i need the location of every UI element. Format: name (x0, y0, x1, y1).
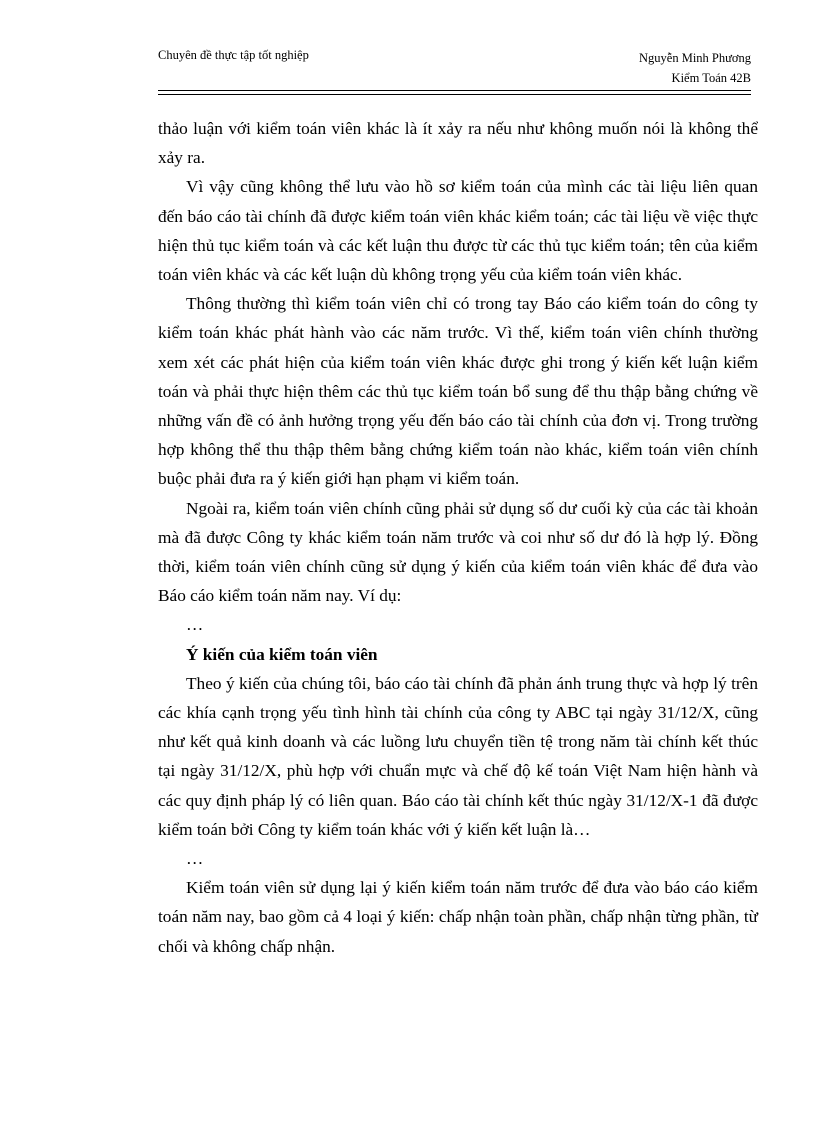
header-author-name: Nguyễn Minh Phương (639, 51, 751, 65)
section-heading: Ý kiến của kiểm toán viên (186, 644, 378, 664)
header-class-name: Kiểm Toán 42B (671, 71, 751, 85)
paragraph: Kiểm toán viên sử dụng lại ý kiến kiểm toán năm trước để đưa vào báo cáo kiểm toán năm nay, bao gồm cả 4 loại ý kiến: chấp nhận toàn phần, chấp nhận từng phần, từ chối và không chấp nhận. (158, 878, 758, 956)
ellipsis-line: … (186, 615, 204, 635)
ellipsis-line: … (186, 849, 204, 869)
paragraph: Ngoài ra, kiểm toán viên chính cũng phải sử dụng số dư cuối kỳ của các tài khoản mà đã được Công ty khác kiểm toán năm trước và coi như số dư đó là hợp lý. Đồng thời, kiểm toán viên chính cũng sử dụng ý kiến của kiểm toán viên khác để đưa vào Báo cáo kiểm toán năm nay. Ví dụ: (158, 498, 758, 606)
document-body (158, 114, 758, 961)
header-author-block (639, 48, 751, 88)
paragraph: Vì vậy cũng không thể lưu vào hồ sơ kiểm toán của mình các tài liệu liên quan đến báo cáo tài chính đã được kiểm toán viên khác kiểm toán; các tài liệu về việc thực hiện thủ tục kiểm toán và các kết luận thu được từ các thủ tục kiểm toán; tên của kiểm toán viên khác và các kết luận dù không trọng yếu của kiểm toán viên khác. (158, 177, 758, 285)
header-divider (158, 90, 751, 95)
header-document-title: Chuyên đề thực tập tốt nghiệp (158, 48, 309, 62)
page-header (158, 46, 751, 88)
paragraph-continuation: thảo luận với kiểm toán viên khác là ít xảy ra nếu như không muốn nói là không thể xảy ra. (158, 119, 758, 168)
paragraph: Thông thường thì kiểm toán viên chỉ có trong tay Báo cáo kiểm toán do công ty kiểm toán khác phát hành vào các năm trước. Vì thế, kiểm toán viên chính thường xem xét các phát hiện của kiểm toán viên khác được ghi trong ý kiến kết luận kiểm toán và phải thực hiện thêm các thủ tục kiểm toán bổ sung để thu thập bằng chứng về những vấn đề có ảnh hưởng trọng yếu đến báo cáo tài chính của đơn vị. Trong trường hợp không thể thu thập thêm bằng chứng kiểm toán nào khác, kiểm toán viên chính buộc phải đưa ra ý kiến giới hạn phạm vi kiểm toán. (158, 294, 758, 489)
paragraph-quoted-opinion: Theo ý kiến của chúng tôi, báo cáo tài chính đã phản ánh trung thực và hợp lý trên các khía cạnh trọng yếu tình hình tài chính của công ty ABC tại ngày 31/12/X, cũng như kết quả kinh doanh và các luồng lưu chuyển tiền tệ trong năm tài chính kết thúc tại ngày 31/12/X, phù hợp với chuẩn mực và chế độ kế toán Việt Nam hiện hành và các quy định pháp lý có liên quan. Báo cáo tài chính kết thúc ngày 31/12/X-1 đã được kiểm toán bởi Công ty kiểm toán khác với ý kiến kết luận là… (158, 673, 758, 839)
